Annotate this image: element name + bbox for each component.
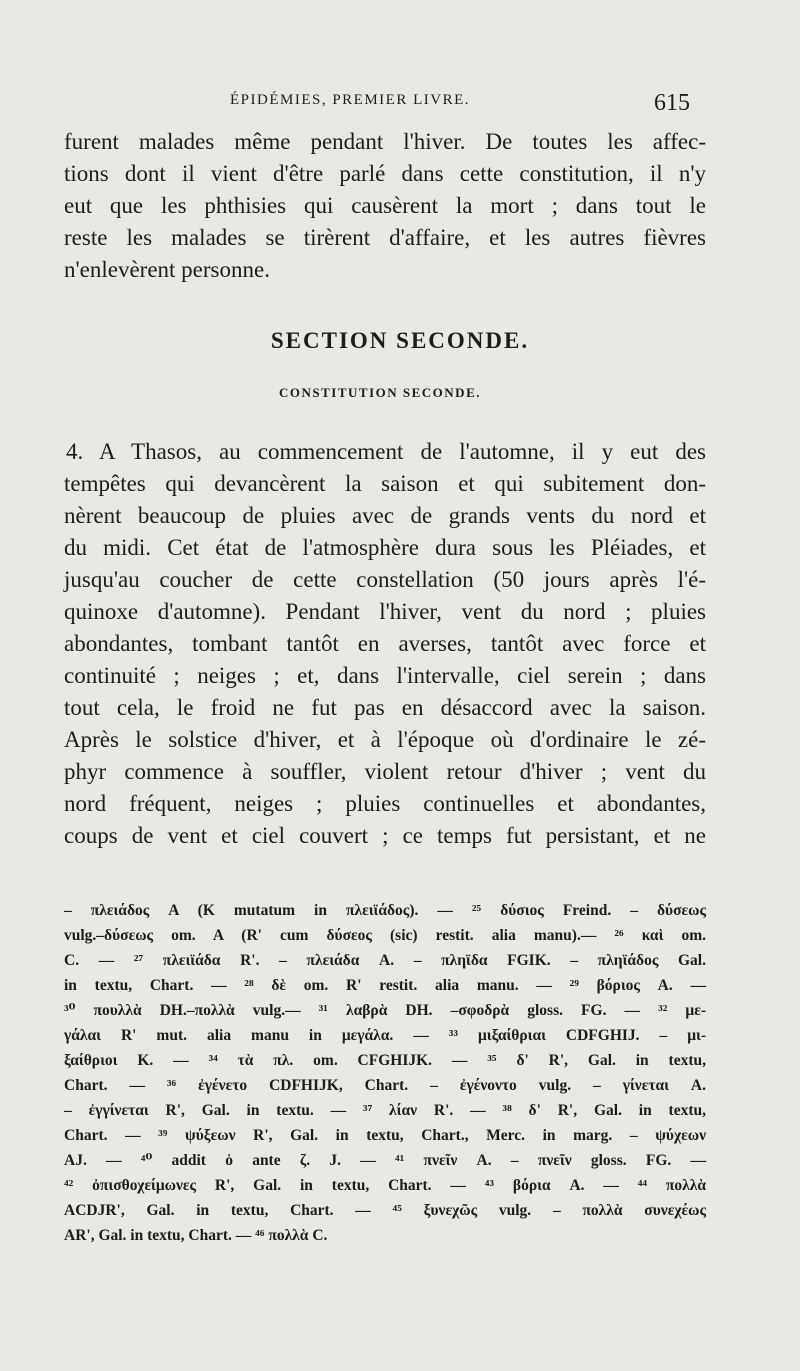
section-title: SECTION SECONDE. (270, 328, 530, 353)
text-line: du midi. Cet état de l'atmosphère dura sous les Pléiades, et (64, 535, 706, 560)
text-line: nord fréquent, neiges ; pluies continuelles et abondantes, (64, 791, 706, 816)
text-line: tempêtes qui devancèrent la saison et qui subitement don- (64, 471, 706, 496)
footnote-line: ⁴² ὀπισθοχείμωνες R', Gal. in textu, Chart. — ⁴³ βόρια A. — ⁴⁴ πολλὰ (64, 1177, 706, 1194)
text-line: abondantes, tombant tantôt en averses, tantôt avec force et (64, 631, 706, 656)
text-line: tout cela, le froid ne fut pas en désaccord avec la saison. (64, 695, 706, 720)
text-line: nèrent beaucoup de pluies avec de grands vents du nord et (64, 503, 706, 528)
page-number: 615 (654, 90, 690, 116)
footnote-line: – ἐγγίνεται R', Gal. in textu. — ³⁷ λίαν R'. — ³⁸ δ' R', Gal. in textu, (64, 1102, 706, 1119)
paragraph-4 (64, 436, 706, 852)
footnote-line: AJ. — ⁴⁰ addit ὁ ante ζ. J. — ⁴¹ πνεῖν A. – πνεῖν gloss. FG. — (64, 1152, 706, 1169)
footnote-line: ACDJR', Gal. in textu, Chart. — ⁴⁵ ξυνεχῶς vulg. – πολλὰ συνεχέως (64, 1202, 706, 1219)
footnotes (64, 898, 706, 1248)
footnote-line: in textu, Chart. — ²⁸ δὲ om. R' restit. alia manu. — ²⁹ βόριος A. — (64, 977, 706, 994)
text-line: reste les malades se tirèrent d'affaire, et les autres fièvres (64, 225, 706, 250)
footnote-line: γάλαι R' mut. alia manu in μεγάλα. — ³³ μιξαίθριαι CDFGHIJ. – μι- (64, 1027, 706, 1044)
footnote-line: Chart. — ³⁶ ἐγένετο CDFHIJK, Chart. – ἐγένοντο vulg. – γίνεται A. (64, 1077, 706, 1094)
text-line: tions dont il vient d'être parlé dans cette constitution, il n'y (64, 161, 706, 186)
text-line: coups de vent et ciel couvert ; ce temps fut persistant, et ne (64, 823, 706, 848)
footnote-line: AR', Gal. in textu, Chart. — ⁴⁶ πολλὰ C. (64, 1227, 328, 1244)
text-line: eut que les phthisies qui causèrent la mort ; dans tout le (64, 193, 706, 218)
text-line: Après le solstice d'hiver, et à l'époque où d'ordinaire le zé- (64, 727, 706, 752)
text-line: jusqu'au coucher de cette constellation (50 jours après l'é- (64, 567, 706, 592)
text-line: furent malades même pendant l'hiver. De toutes les affec- (64, 129, 706, 154)
text-line: n'enlevèrent personne. (64, 257, 270, 282)
footnote-line: – πλειάδος A (K mutatum in πλειϊάδος). — ²⁵ δύσιος Freind. – δύσεως (64, 902, 706, 919)
text-line: quinoxe d'automne). Pendant l'hiver, vent du nord ; pluies (64, 599, 706, 624)
text-line: 4. A Thasos, au commencement de l'automne, il y eut des (66, 439, 706, 464)
running-header: ÉPIDÉMIES, PREMIER LIVRE. (230, 92, 470, 108)
footnote-line: C. — ²⁷ πλειϊάδα R'. – πλειάδα A. – πληϊδα FGIK. – πληϊάδος Gal. (64, 952, 706, 969)
paragraph-continuation (64, 126, 706, 286)
text-line: continuité ; neiges ; et, dans l'intervalle, ciel serein ; dans (64, 663, 706, 688)
footnote-line: ³⁰ πουλλὰ DH.–πολλὰ vulg.— ³¹ λαβρὰ DH. –σφοδρὰ gloss. FG. — ³² με- (64, 1002, 706, 1019)
footnote-line: Chart. — ³⁹ ψύξεων R', Gal. in textu, Chart., Merc. in marg. – ψύχεων (64, 1127, 706, 1144)
constitution-subtitle: CONSTITUTION SECONDE. (279, 385, 481, 400)
text-line: phyr commence à souffler, violent retour d'hiver ; vent du (64, 759, 706, 784)
footnote-line: vulg.–δύσεως om. A (R' cum δύσεος (sic) restit. alia manu).— ²⁶ καὶ om. (64, 927, 706, 944)
footnote-line: ξαίθριοι K. — ³⁴ τὰ πλ. om. CFGHIJK. — ³⁵ δ' R', Gal. in textu, (64, 1052, 706, 1069)
